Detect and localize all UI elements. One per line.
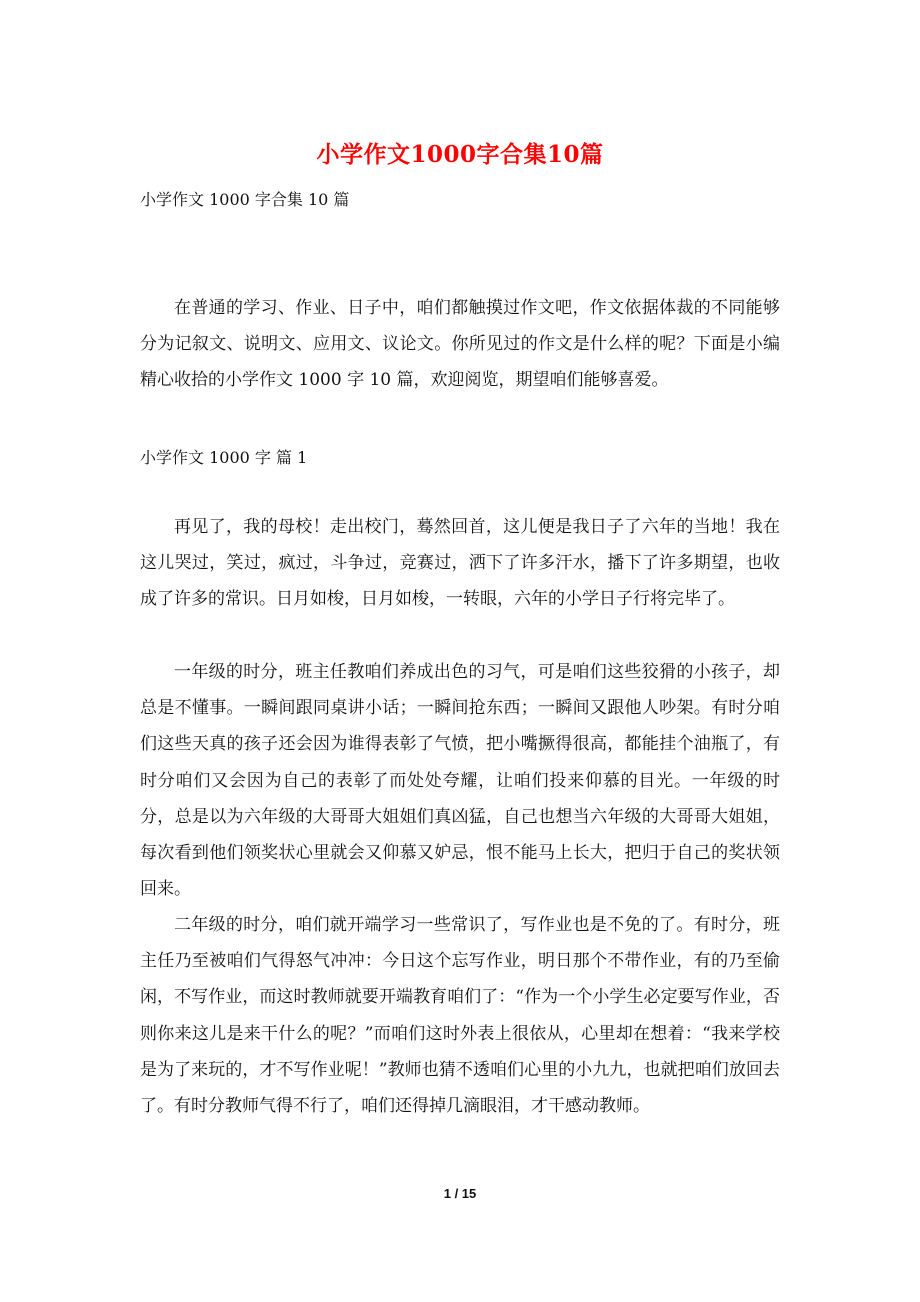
intro-paragraph: 在普通的学习、作业、日子中，咱们都触摸过作文吧，作文依据体裁的不同能够分为记叙文、说明文、应用文、议论文。你所见过的作文是什么样的呢？下面是小编精心收拾的小学作文 1000 字 10 篇，欢迎阅览，期望咱们能够喜爱。 bbox=[140, 298, 780, 391]
body-paragraph-2: 一年级的时分，班主任教咱们养成出色的习气，可是咱们这些狡猾的小孩子，却总是不懂事。一瞬间跟同桌讲小话；一瞬间抢东西；一瞬间又跟他人吵架。有时分咱们这些天真的孩子还会因为谁得表彰了气愤，把小嘴撅得很高，都能挂个油瓶了，有时分咱们又会因为自己的表彰了而处处夸耀，让咱们投来仰慕的目光。一年级的时分，总是以为六年级的大哥哥大姐姐们真凶猛，自己也想当六年级的大哥哥大姐姐，每次看到他们领奖状心里就会又仰慕又妒忌，恨不能马上长大，把归于自己的奖状领回来。 bbox=[140, 662, 780, 900]
page-indicator: 1 / 15 bbox=[443, 1186, 477, 1201]
document-subtitle: 小学作文 1000 字合集 10 篇 bbox=[140, 190, 350, 209]
body-paragraph-3: 二年级的时分，咱们就开端学习一些常识了，写作业也是不免的了。有时分，班主任乃至被咱们气得怒气冲冲：今日这个忘写作业，明日那个不带作业，有的乃至偷闲，不写作业，而这时教师就要开端教育咱们了：“作为一个小学生必定要写作业，否则你来这儿是来干什么的呢？”而咱们这时外表上很依从，心里却在想着：“我来学校是为了来玩的，才不写作业呢！”教师也猜不透咱们心里的小九九，也就把咱们放回去了。有时分教师气得不行了，咱们还得掉几滴眼泪，才干感动教师。 bbox=[140, 915, 780, 1117]
body-paragraph-1: 再见了，我的母校！走出校门，蓦然回首，这儿便是我日子了六年的当地！我在这儿哭过，笑过，疯过，斗争过，竞赛过，洒下了许多汗水，播下了许多期望，也收成了许多的常识。日月如梭，日月如梭，一转眼，六年的小学日子行将完毕了。 bbox=[140, 517, 780, 610]
section-heading: 小学作文 1000 字 篇 1 bbox=[140, 448, 308, 467]
document-title: 小学作文1000字合集10篇 bbox=[316, 141, 604, 168]
